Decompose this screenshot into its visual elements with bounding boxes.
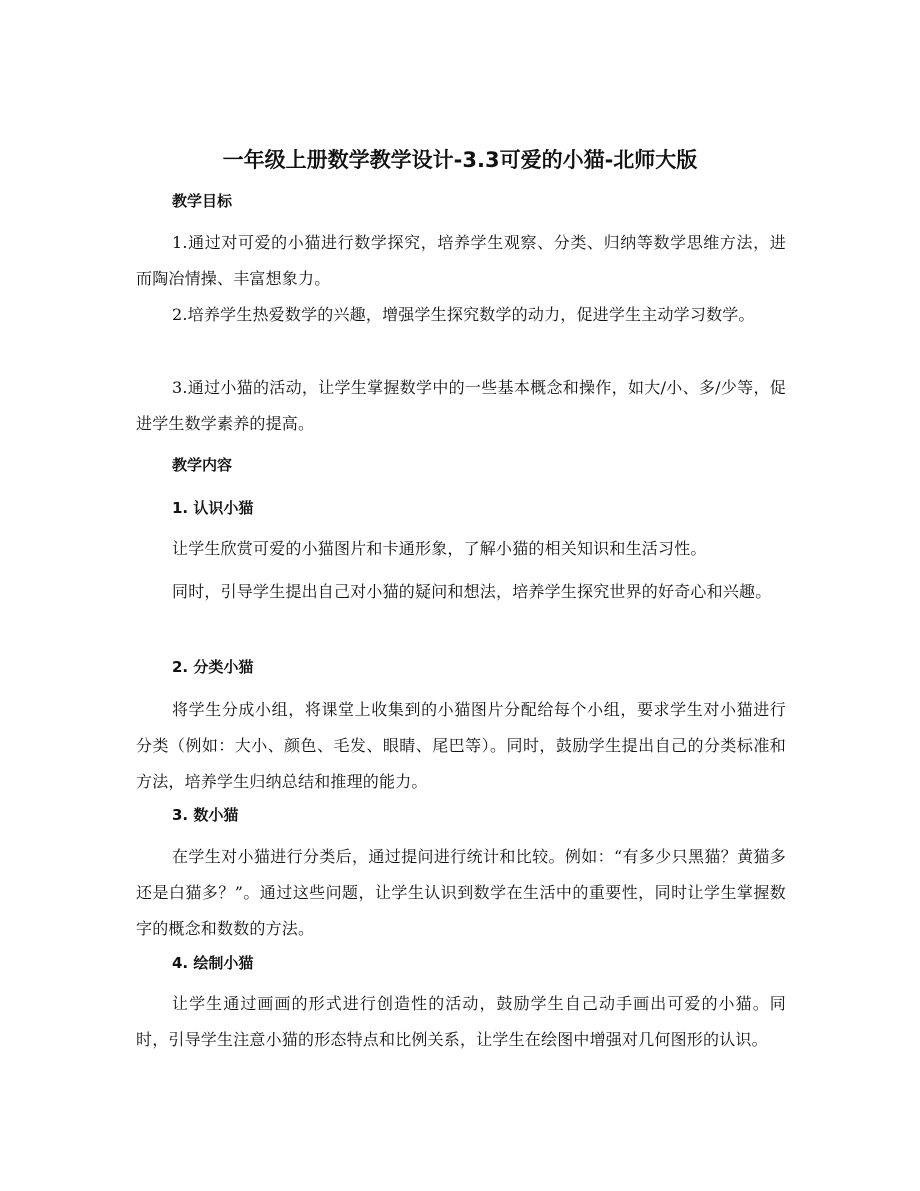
subsection-heading-2: 2. 分类小猫 [172,658,254,676]
paragraph-3-1: 在学生对小猫进行分类后，通过提问进行统计和比较。例如：“有多少只黑猫？黄猫多还是白猫多？”。通过这些问题，让学生认识到数学在生活中的重要性，同时让学生掌握数字的概念和数数的方法。 [136,847,786,938]
subsection-heading-1: 1. 认识小猫 [172,499,254,517]
goal-item-3: 3.通过小猫的活动，让学生掌握数学中的一些基本概念和操作，如大/小、多/少等，促进学生数学素养的提高。 [136,378,786,433]
section-heading-goals: 教学目标 [172,192,233,210]
subsection-heading-4: 4. 绘制小猫 [172,954,254,972]
paragraph-2-1: 将学生分成小组，将课堂上收集到的小猫图片分配给每个小组，要求学生对小猫进行分类（例如：大小、颜色、毛发、眼睛、尾巴等）。同时，鼓励学生提出自己的分类标准和方法，培养学生归纳总结和推理的能力。 [136,700,786,791]
goal-item-1: 1.通过对可爱的小猫进行数学探究，培养学生观察、分类、归纳等数学思维方法，进而陶冶情操、丰富想象力。 [136,233,786,288]
paragraph-4-1: 让学生通过画画的形式进行创造性的活动，鼓励学生自己动手画出可爱的小猫。同时，引导学生注意小猫的形态特点和比例关系，让学生在绘图中增强对几何图形的认识。 [136,994,786,1049]
goal-item-2: 2.培养学生热爱数学的兴趣，增强学生探究数学的动力，促进学生主动学习数学。 [172,305,755,324]
document-title: 一年级上册数学教学设计-3.3可爱的小猫-北师大版 [222,148,698,172]
paragraph-1-2: 同时，引导学生提出自己对小猫的疑问和想法，培养学生探究世界的好奇心和兴趣。 [172,582,772,601]
subsection-heading-3: 3. 数小猫 [172,806,239,824]
section-heading-content: 教学内容 [172,456,233,474]
paragraph-1-1: 让学生欣赏可爱的小猫图片和卡通形象，了解小猫的相关知识和生活习性。 [172,539,707,558]
